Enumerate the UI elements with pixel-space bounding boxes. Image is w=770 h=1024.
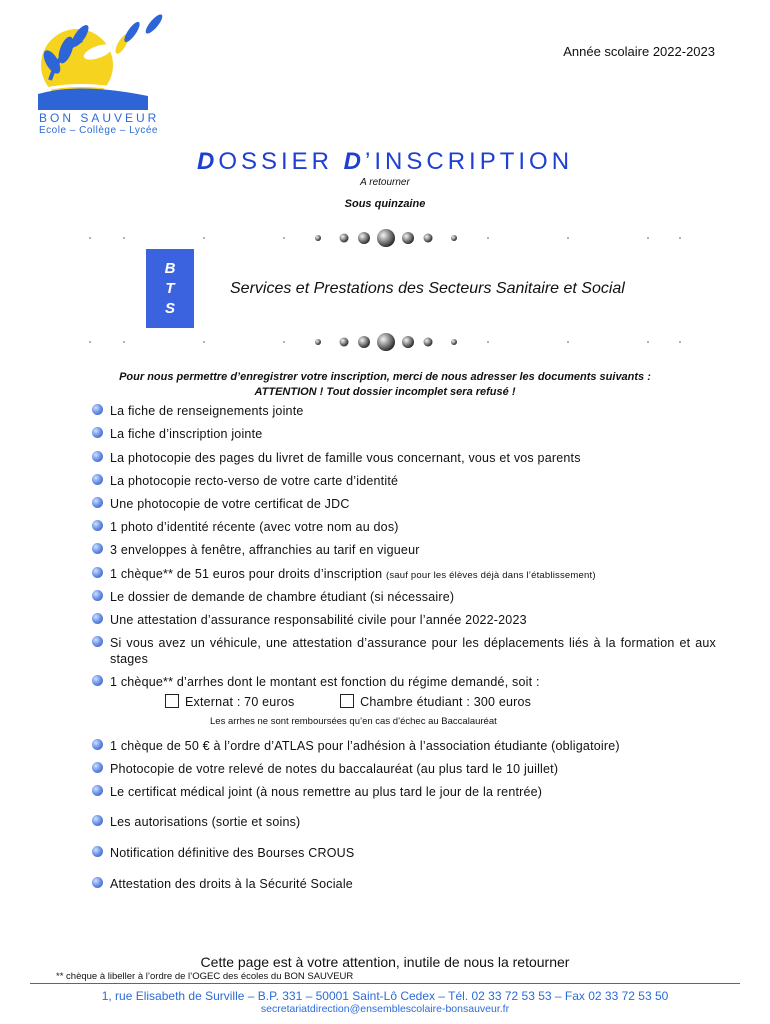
school-subtitle: Ecole – Collège – Lycée [39, 125, 158, 136]
list-item [92, 761, 716, 777]
list-item-text: Si vous avez un véhicule, une attestation d’assurance pour les déplacements liés à la formation et aux stages [110, 636, 716, 666]
list-item [92, 473, 716, 489]
list-item [92, 674, 716, 690]
deposit-options [165, 694, 573, 709]
list-item-text: Le certificat médical joint (à nous remettre au plus tard le jour de la rentrée) [110, 785, 543, 799]
list-item-text: Notification définitive des Bourses CROUS [110, 846, 355, 860]
bullet-icon [92, 590, 103, 601]
list-item-text: Le dossier de demande de chambre étudiant (si nécessaire) [110, 590, 455, 604]
list-item-note: (sauf pour les élèves déjà dans l’établissement) [385, 570, 596, 581]
bullet-icon [92, 497, 103, 508]
refund-note: Les arrhes ne sont remboursées qu’en cas d’échec au Baccalauréat [210, 716, 497, 727]
list-item [92, 589, 716, 605]
list-item-text: 1 photo d’identité récente (avec votre nom au dos) [110, 520, 399, 534]
footer-divider [30, 983, 740, 984]
footer-address: 1, rue Elisabeth de Surville – B.P. 331 – 50001 Saint-Lô Cedex – Tél. 02 33 72 53 53 – Fax 02 33 72 53 50 [101, 989, 669, 1003]
page-note: Cette page est à votre attention, inutile de nous la retourner [200, 954, 570, 970]
list-item [92, 814, 716, 830]
list-item-text: 3 enveloppes à fenêtre, affranchies au tarif en vigueur [110, 543, 420, 557]
bullet-icon [92, 427, 103, 438]
bon-sauveur-logo [30, 10, 170, 110]
bullet-icon [92, 785, 103, 796]
school-name: BON SAUVEUR [39, 111, 160, 125]
list-item-text: La fiche d’inscription jointe [110, 427, 263, 441]
cheque-note: ** chèque à libeller à l’ordre de l’OGEC des écoles du BON SAUVEUR [56, 971, 354, 982]
intro-line: Pour nous permettre d’enregistrer votre inscription, merci de nous adresser les documents suivants : [119, 371, 651, 383]
list-item-text [110, 566, 716, 584]
bullet-icon [92, 762, 103, 773]
warning-line: ATTENTION ! Tout dossier incomplet sera refusé ! [254, 386, 516, 398]
title-word-2: ’INSCRIPTION [365, 148, 574, 175]
list-item-text: La photocopie des pages du livret de famille vous concernant, vous et vos parents [110, 451, 581, 465]
list-item [92, 496, 716, 512]
bts-letter: B [164, 260, 176, 277]
bullet-icon [92, 739, 103, 750]
list-item-main: 1 chèque** de 51 euros pour droits d’inscription [110, 567, 383, 581]
bts-badge [146, 249, 194, 328]
list-item [92, 784, 716, 800]
list-item [92, 519, 716, 535]
list-item [92, 403, 716, 419]
bullet-icon [92, 846, 103, 857]
bullet-icon [92, 636, 103, 647]
bullet-icon [92, 474, 103, 485]
school-year: Année scolaire 2022-2023 [563, 44, 715, 59]
chambre-option[interactable] [340, 694, 531, 709]
list-item-text: 1 chèque** d’arrhes dont le montant est fonction du régime demandé, soit : [110, 675, 540, 689]
list-item [92, 426, 716, 442]
list-item-text: Attestation des droits à la Sécurité Sociale [110, 877, 353, 891]
decorative-bead-line [60, 332, 710, 352]
chambre-label: Chambre étudiant : 300 euros [360, 695, 532, 709]
programme-name: Services et Prestations des Secteurs Sanitaire et Social [230, 280, 625, 297]
externat-label: Externat : 70 euros [185, 695, 295, 709]
externat-option[interactable] [165, 694, 294, 709]
page-title [0, 148, 770, 176]
list-item [92, 876, 716, 892]
list-item-text: Une attestation d’assurance responsabilité civile pour l’année 2022-2023 [110, 613, 527, 627]
bts-letter: S [164, 300, 175, 317]
bullet-icon [92, 543, 103, 554]
bullet-icon [92, 613, 103, 624]
list-item [92, 845, 716, 861]
return-note: A retourner [360, 177, 410, 188]
intro-text [0, 370, 770, 400]
decorative-bead-line [60, 228, 710, 248]
deadline: Sous quinzaine [344, 198, 426, 210]
bullet-icon [92, 404, 103, 415]
title-initial-2: D [343, 148, 366, 175]
list-item [92, 542, 716, 558]
bullet-icon [92, 520, 103, 531]
list-item [92, 738, 716, 754]
checkbox-icon[interactable] [340, 694, 354, 708]
list-item-text: 1 chèque de 50 € à l’ordre d’ATLAS pour l’adhésion à l’association étudiante (obligatoire) [110, 739, 620, 753]
bullet-icon [92, 815, 103, 826]
bts-letter: T [165, 280, 175, 297]
list-item [92, 612, 716, 628]
list-item [92, 450, 716, 466]
bullet-icon [92, 567, 103, 578]
list-item-text: Les autorisations (sortie et soins) [110, 815, 301, 829]
list-item [92, 566, 716, 584]
bullet-icon [92, 451, 103, 462]
checkbox-icon[interactable] [165, 694, 179, 708]
list-item-text: Photocopie de votre relevé de notes du baccalauréat (au plus tard le 10 juillet) [110, 762, 559, 776]
list-item-text: La photocopie recto-verso de votre carte d’identité [110, 474, 399, 488]
list-item-text: Une photocopie de votre certificat de JDC [110, 497, 350, 511]
bullet-icon [92, 877, 103, 888]
list-item [92, 635, 716, 667]
title-word-1: OSSIER [218, 148, 344, 175]
footer-email[interactable]: secretariatdirection@ensemblescolaire-bonsauveur.fr [260, 1003, 510, 1015]
bullet-icon [92, 675, 103, 686]
title-initial-1: D [196, 148, 219, 175]
list-item-text: La fiche de renseignements jointe [110, 404, 304, 418]
